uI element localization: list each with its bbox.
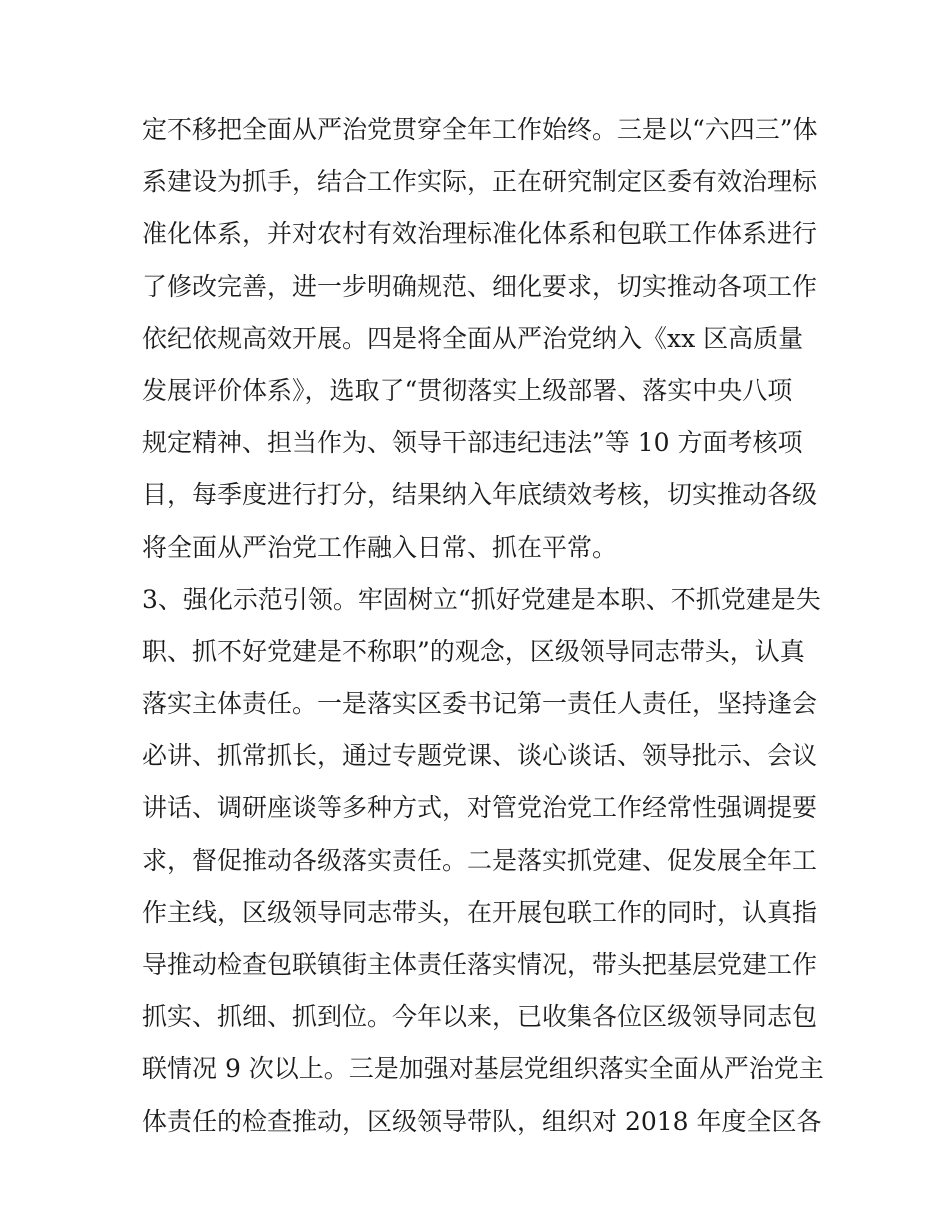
text-line: 落实主体责任。一是落实区委书记第一责任人责任，坚持逢会 <box>142 689 818 719</box>
text-line: 求，督促推动各级落实责任。二是落实抓党建、促发展全年工 <box>142 845 818 875</box>
text-line: 讲话、调研座谈等多种方式，对管党治党工作经常性强调提要 <box>142 793 818 823</box>
text-line: 系建设为抓手，结合工作实际，正在研究制定区委有效治理标 <box>142 167 818 197</box>
text-line: 目，每季度进行打分，结果纳入年底绩效考核，切实推动各级 <box>142 480 818 510</box>
text-line: 将全面从严治党工作融入日常、抓在平常。 <box>142 532 618 562</box>
text-line: 联情况 9 次以上。三是加强对基层党组织落实全面从严治党主 <box>142 1054 824 1084</box>
text-line: 准化体系，并对农村有效治理标准化体系和包联工作体系进行 <box>142 219 818 249</box>
text-line: 职、抓不好党建是不称职”的观念，区级领导同志带头，认真 <box>142 636 805 666</box>
text-line: 导推动检查包联镇街主体责任落实情况，带头把基层党建工作 <box>142 950 818 979</box>
section-heading-line: 3、强化示范引领。牢固树立“抓好党建是本职、不抓党建是失 <box>142 584 821 614</box>
text-line: 发展评价体系》，选取了“贯彻落实上级部署、落实中央八项 <box>142 375 793 405</box>
text-line: 抓实、抓细、抓到位。今年以来，已收集各位区级领导同志包 <box>142 1002 818 1032</box>
text-line: 规定精神、担当作为、领导干部违纪违法”等 10 方面考核项 <box>142 428 803 458</box>
text-line: 了修改完善，进一步明确规范、细化要求，切实推动各项工作 <box>142 271 818 301</box>
body-text <box>142 104 822 1148</box>
text-line: 定不移把全面从严治党贯穿全年工作始终。三是以“六四三”体 <box>142 115 818 144</box>
text-line: 作主线，区级领导同志带头，在开展包联工作的同时，认真指 <box>142 897 818 927</box>
text-line: 体责任的检查推动，区级领导带队，组织对 2018 年度全区各 <box>142 1106 822 1136</box>
text-line: 依纪依规高效开展。四是将全面从严治党纳入《xx 区高质量 <box>142 323 804 353</box>
text-line: 必讲、抓常抓长，通过专题党课、谈心谈话、领导批示、会议 <box>142 741 818 771</box>
